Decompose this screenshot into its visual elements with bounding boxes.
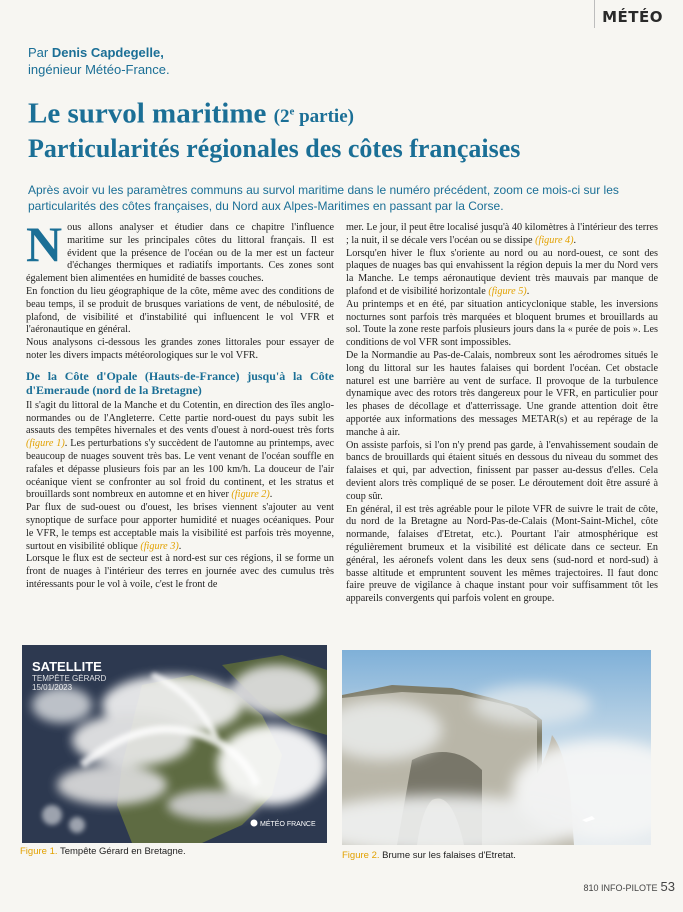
etretat-cliff-photo — [342, 650, 651, 845]
paragraph-intro: Nous allons analyser et étudier dans ce chapitre l'influence maritime sur les principales côtes du littoral français. Il est évident que la présence de l'océan ou de la mer est un facteur d'échanges thermiques et radiatifs importants. Ces zones sont également bien alimentées en humidité de basses couches. — [26, 216, 334, 285]
issue-label: 810 INFO-PILOTE — [583, 883, 658, 893]
paragraph: Par flux de sud-ouest ou d'ouest, les brises viennent s'ajouter au vent synoptique de surface pour apporter humidité et nuages océaniques. Pour le VFR, le temps est acceptable mais la visibilité est parfois très moyenne, surtout en visibilité oblique (figure 3). — [26, 502, 334, 552]
paragraph: Lorsqu'en hiver le flux s'oriente au nord ou au nord-ouest, ce sont des plaques de nuages bas qui envahissent la région depuis la mer du Nord vers la Manche. Le temps aéronautique devient très mauvais par manque de plafond et de visibilité horizontale (figure 5). — [346, 247, 658, 297]
article-column-right — [346, 222, 658, 606]
caption-label: Figure 2. — [342, 850, 380, 861]
paragraph: Au printemps et en été, par situation anticyclonique stable, les inversions nocturnes sont parfois très marquées et bloquent brumes et brouillards au sol. Toute la zone reste parfois plusieurs jours dans la « purée de pois ». Les conditions de vol VFR sont impossibles. — [346, 298, 658, 349]
byline-role: ingénieur Météo-France. — [28, 62, 170, 77]
title-main: Le survol maritime — [28, 97, 267, 130]
section-subheading: De la Côte d'Opale (Hauts-de-France) jusqu'à la Côte d'Emeraude (nord de la Bretagne) — [26, 368, 334, 397]
satellite-logo-text: MÉTÉO FRANCE — [260, 821, 316, 828]
drop-cap: N — [26, 216, 63, 272]
byline-author: Denis Capdegelle, — [51, 45, 164, 60]
cliff-photo-drawing — [342, 650, 651, 845]
paragraph: De la Normandie au Pas-de-Calais, nombreux sont les aérodromes situés le long du littoral sur les hautes falaises qui bordent l'océan. Cet obstacle naturel est une barrière au vent de surface. Il provoque de la turbulence dynamique avec des rotors très dangereux pour le VFR, en particulier pour les phases de décollage et d'atterrissage. Une grande attention doit être apportée aux informations des messages METAR(s) et au repérage de la manche à air. — [346, 349, 658, 438]
meteo-france-logo-icon — [251, 820, 258, 827]
figure-1-caption — [20, 846, 186, 857]
paragraph: On assiste parfois, si l'on n'y prend pas garde, à l'envahissement soudain de bancs de brouillards qui étaient situés en dessous du niveau du sommet des falaises et qui, par advection, finissent par passer au-dessus d'elles. Cela devient alors très compliqué de se poser. Le déroutement doit être assuré à coup sûr. — [346, 439, 658, 502]
satellite-overlay — [32, 659, 106, 692]
figure-ref-3[interactable]: (figure 3) — [140, 540, 179, 552]
byline-prefix: Par — [28, 45, 49, 60]
page-footer — [584, 878, 676, 896]
figure-ref-2[interactable]: (figure 2) — [231, 489, 270, 501]
caption-text: Brume sur les falaises d'Etretat. — [379, 850, 516, 861]
caption-text: Tempête Gérard en Bretagne. — [57, 846, 186, 857]
article-title — [28, 96, 668, 165]
article-lead: Après avoir vu les paramètres communs au survol maritime dans le numéro précédent, zoom ce mois-ci sur les particularités des côtes françaises, du Nord aux Alpes-Maritimes en passant par la Corse. — [28, 183, 619, 213]
satellite-cloud-image — [22, 645, 327, 843]
figure-ref-4[interactable]: (figure 4) — [535, 234, 574, 246]
paragraph: En fonction du lieu géographique de la côte, même avec des conditions de beau temps, il se produit de brusques variations de vent, de nébulosité, de plafond, de visibilité et d'instabilité qui influencent le vol VFR et l'aéronautique en général. — [26, 285, 334, 336]
title-part: (2e partie) — [273, 106, 354, 128]
paragraph: mer. Le jour, il peut être localisé jusqu'à 40 kilomètres à l'intérieur des terres ; la nuit, il se décale vers l'océan ou se dissipe (figure 4). — [346, 222, 658, 246]
article-column-left — [26, 216, 334, 592]
page-number: 53 — [660, 879, 675, 894]
section-label: MÉTÉO — [602, 8, 663, 26]
satellite-overlay-date: 15/01/2023 — [32, 683, 73, 692]
paragraph: Nous analysons ci-dessous les grandes zones littorales pour essayer de noter les divers impacts météorologiques sur le vol VFR. — [26, 337, 334, 361]
caption-label: Figure 1. — [20, 846, 58, 857]
satellite-overlay-sub: TEMPÊTE GÉRARD — [32, 674, 107, 683]
paragraph: Il s'agit du littoral de la Manche et du Cotentin, en direction des îles anglo-normandes ou de l'Angleterre. Cette partie nord-ouest du pays subit les assauts des tempêtes hivernales et des vents d'ouest à nord-ouest très forts (figure 1). Les perturbations s'y succèdent de l'automne au printemps, avec beaucoup de nuages souvent très bas. Le vent venant de l'océan souffle en rafales et dépasse plusieurs fois par an les 100 km/h. La douceur de l'air océanique vient se confronter au sol froid du continent, et les stratus et brouillards sont nombreux en automne et en hiver (figure 2). — [26, 399, 334, 501]
satellite-overlay-title: SATELLITE — [32, 659, 102, 674]
title-line-1 — [28, 96, 668, 133]
figure-ref-5[interactable]: (figure 5) — [488, 285, 527, 297]
title-line-2: Particularités régionales des côtes françaises — [28, 134, 521, 164]
paragraph: Lorsque le flux est de secteur est à nord-est sur ces régions, il se forme un front de nuages à l'intérieur des terres en journée avec des cumulus très intéressants pour le vol à voile, c'est le front de — [26, 553, 334, 590]
figure-ref-1[interactable]: (figure 1) — [26, 438, 65, 450]
header-divider — [594, 0, 595, 28]
byline — [28, 44, 170, 78]
paragraph: En général, il est très agréable pour le pilote VFR de suivre le trait de côte, du nord de la Bretagne au Nord-Pas-de-Calais (Mont-Saint-Michel, côte normande, falaises d'Etretat, etc.). Pourtant l'air atmosphérique est régulièrement brumeux et la visibilité est délicate dans ce secteur. En général, les aéronefs volent dans les deux sens (sud-nord et nord-sud) à basse altitude et empruntent souvent les mêmes trajectoires. Il faut donc faire preuve de vigilance à chaque instant pour voir suffisamment tôt les appareils convergents qui parfois volent en groupe. — [346, 503, 658, 605]
figure-2-caption — [342, 850, 516, 861]
